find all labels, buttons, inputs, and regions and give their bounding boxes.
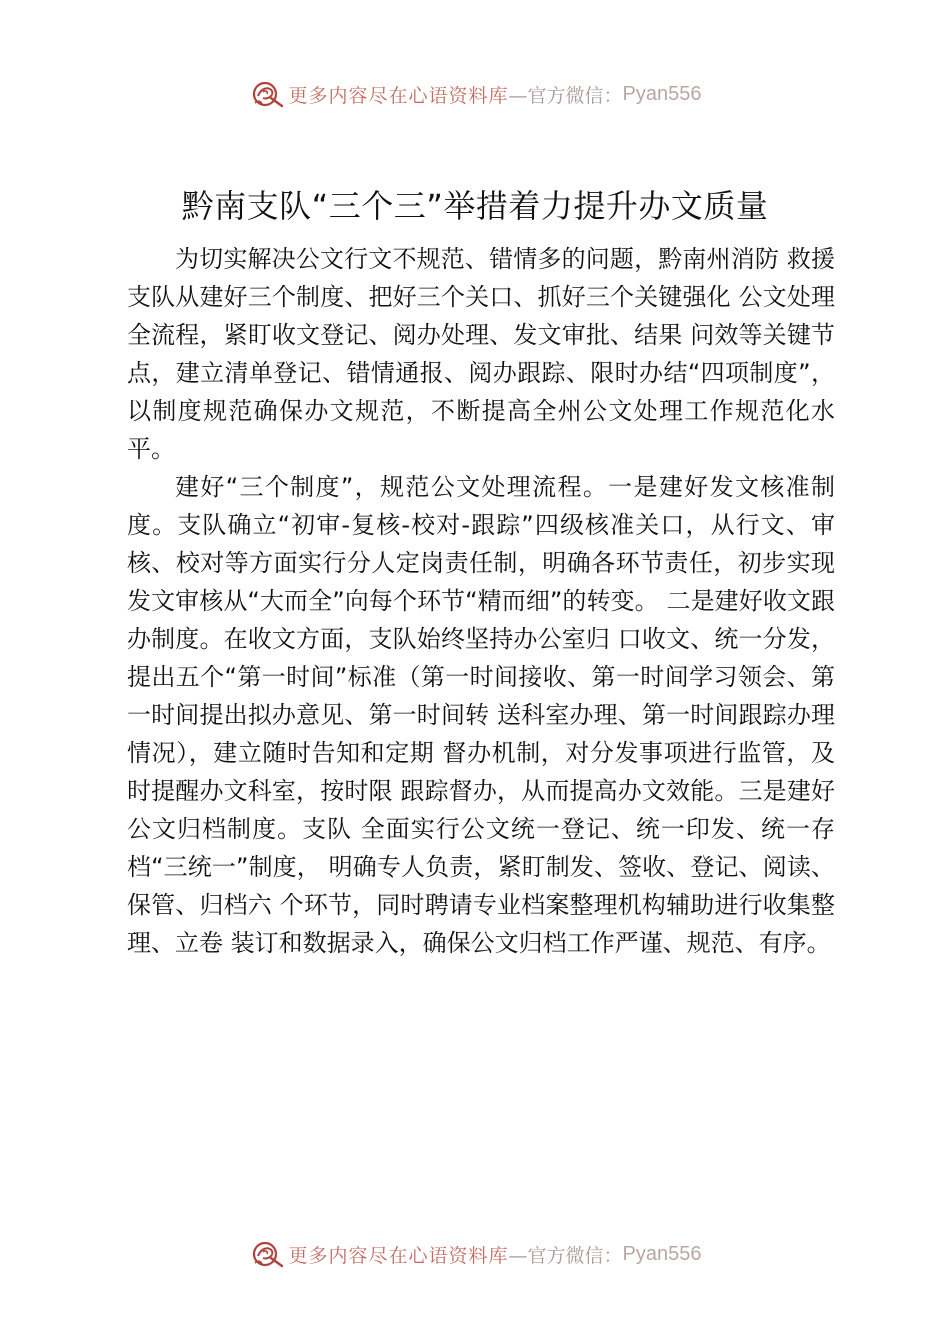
rose-pen-logo-icon: [249, 76, 285, 112]
banner-text: 更多内容尽在心语资料库: [288, 84, 509, 107]
footer-banner: [0, 1232, 950, 1276]
document-title: 黔南支队“三个三”举措着力提升办文质量: [181, 187, 769, 226]
banner-wechat-label: —官方微信：: [508, 84, 623, 107]
header-banner: [0, 72, 950, 116]
rose-pen-logo-icon: [249, 1236, 285, 1272]
banner-wechat-id: Pyan556: [622, 1242, 702, 1265]
document-body: [127, 240, 835, 962]
banner-wechat-id: Pyan556: [622, 82, 702, 105]
paragraph: 建好“三个制度”，规范公文处理流程。一是建好发文核准制度。支队确立“初审-复核-校对-跟踪”四级核准关口，从行文、审核、校对等方面实行分人定岗责任制，明确各环节责任，初步实现发文审核从“大而全”向每个环节“精而细”的转变。 二是建好收文跟办制度。在收文方面，支队始终坚持办公室归 口收文、统一分发，提出五个“第一时间”标准（第一时间接收、第一时间学习领会、第一时间提出拟办意见、第一时间转 送科室办理、第一时间跟踪办理情况），建立随时告知和定期 督办机制，对分发事项进行监管，及时提醒办文科室，按时限 跟踪督办，从而提高办文效能。三是建好公文归档制度。支队 全面实行公文统一登记、统一印发、统一存档“三统一”制度， 明确专人负责，紧盯制发、签收、登记、阅读、保管、归档六 个环节，同时聘请专业档案整理机构辅助进行收集整理、立卷 装订和数据录入，确保公文归档工作严谨、规范、有序。: [127, 473, 835, 957]
banner-text: 更多内容尽在心语资料库: [288, 1244, 509, 1267]
paragraph: 为切实解决公文行文不规范、错情多的问题，黔南州消防 救援支队从建好三个制度、把好三个关口、抓好三个关键强化 公文处理全流程，紧盯收文登记、阅办处理、发文审批、结果 问效等关键节点，建立清单登记、错情通报、阅办跟踪、限时办结“四项制度”，以制度规范确保办文规范，不断提高全州公文处理工作规范化水平。: [127, 245, 835, 463]
banner-wechat-label: —官方微信：: [508, 1244, 623, 1267]
